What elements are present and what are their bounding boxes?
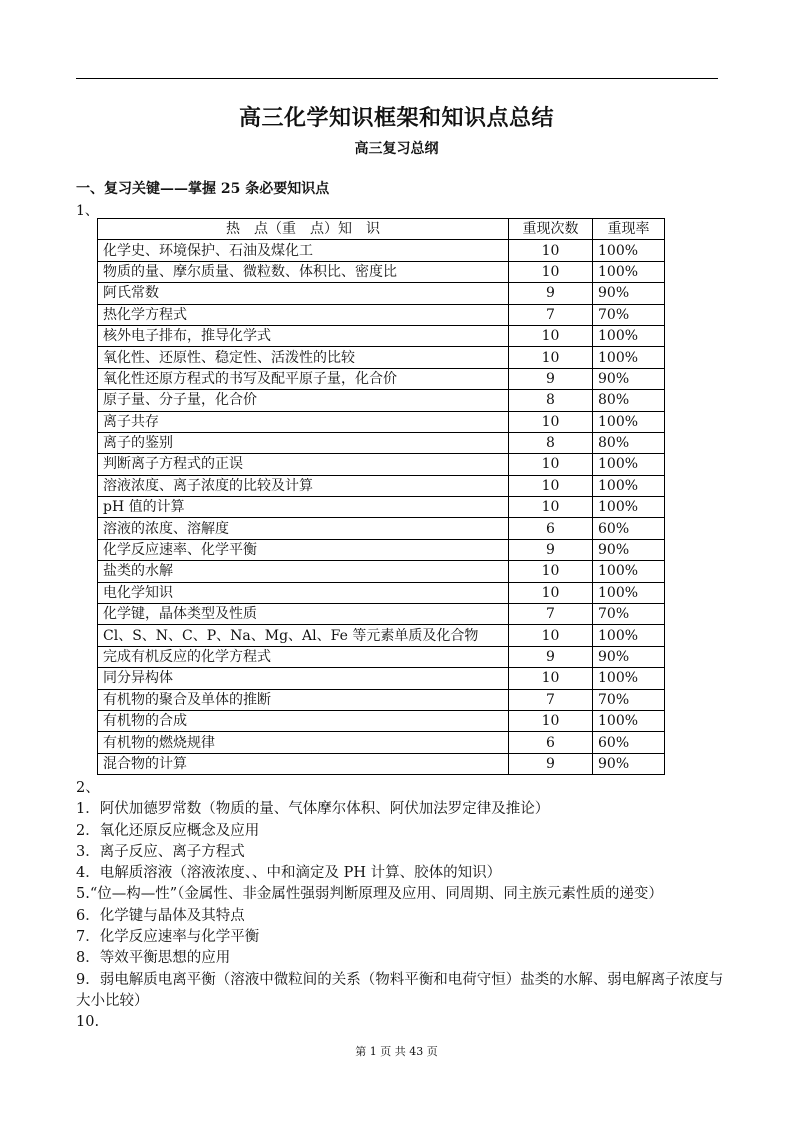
table-row: [98, 497, 665, 518]
cell-topic: 原子量、分子量，化合价: [98, 390, 509, 411]
cell-topic: 完成有机反应的化学方程式: [98, 646, 509, 667]
cell-rate: 60%: [593, 732, 665, 753]
cell-rate: 100%: [593, 668, 665, 689]
cell-rate: 90%: [593, 539, 665, 560]
header-rate: 重现率: [593, 219, 665, 240]
cell-count: 10: [509, 240, 593, 261]
cell-rate: 100%: [593, 497, 665, 518]
cell-topic: 溶液的浓度、溶解度: [98, 518, 509, 539]
cell-count: 10: [509, 261, 593, 282]
document-subtitle: 高三复习总纲: [354, 141, 439, 157]
cell-topic: 物质的量、摩尔质量、微粒数、体积比、密度比: [98, 261, 509, 282]
cell-rate: 100%: [593, 347, 665, 368]
section-heading-1: 一、复习关键——掌握 25 条必要知识点: [76, 181, 330, 197]
cell-topic: pH 值的计算: [98, 497, 509, 518]
table-row: [98, 518, 665, 539]
cell-count: 9: [509, 646, 593, 667]
cell-count: 10: [509, 710, 593, 731]
cell-rate: 70%: [593, 304, 665, 325]
cell-rate: 90%: [593, 368, 665, 389]
cell-count: 10: [509, 497, 593, 518]
cell-rate: 100%: [593, 261, 665, 282]
cell-count: 7: [509, 304, 593, 325]
table-row: [98, 283, 665, 304]
list-item: 9．弱电解质电离平衡（溶液中微粒间的关系（物料平衡和电荷守恒）盐类的水解、弱电解离子浓度与大小比较）: [76, 971, 724, 1009]
cell-count: 8: [509, 432, 593, 453]
cell-rate: 100%: [593, 582, 665, 603]
cell-topic: Cl、S、N、C、P、Na、Mg、Al、Fe 等元素单质及化合物: [98, 625, 509, 646]
cell-count: 10: [509, 668, 593, 689]
page-footer: 第 1 页 共 43 页: [355, 1045, 438, 1058]
list-item: 7．化学反应速率与化学平衡: [76, 929, 260, 946]
cell-count: 10: [509, 625, 593, 646]
table-row: [98, 390, 665, 411]
table-row: [98, 432, 665, 453]
section2-list: [76, 778, 724, 1034]
table-row: [98, 304, 665, 325]
table-row: [98, 561, 665, 582]
list-item: 3．离子反应、离子方程式: [76, 843, 245, 860]
cell-topic: 有机物的聚合及单体的推断: [98, 689, 509, 710]
cell-topic: 有机物的合成: [98, 710, 509, 731]
header-rule: [76, 78, 718, 79]
table-row: [98, 347, 665, 368]
table-row: [98, 454, 665, 475]
table-row: [98, 668, 665, 689]
cell-count: 9: [509, 283, 593, 304]
list-item: 4．电解质溶液（溶液浓度、、中和滴定及 PH 计算、胶体的知识）: [76, 865, 502, 882]
table-header-row: [98, 219, 665, 240]
cell-rate: 70%: [593, 604, 665, 625]
cell-topic: 混合物的计算: [98, 753, 509, 774]
cell-rate: 100%: [593, 325, 665, 346]
cell-topic: 盐类的水解: [98, 561, 509, 582]
table-row: [98, 368, 665, 389]
cell-count: 6: [509, 732, 593, 753]
table-row: [98, 753, 665, 774]
cell-count: 10: [509, 347, 593, 368]
cell-count: 7: [509, 604, 593, 625]
cell-count: 10: [509, 454, 593, 475]
cell-count: 10: [509, 582, 593, 603]
cell-topic: 氧化性还原方程式的书写及配平原子量，化合价: [98, 368, 509, 389]
cell-topic: 有机物的燃烧规律: [98, 732, 509, 753]
table-row: [98, 582, 665, 603]
cell-count: 10: [509, 561, 593, 582]
cell-rate: 100%: [593, 454, 665, 475]
cell-topic: 离子的鉴别: [98, 432, 509, 453]
table-row: [98, 539, 665, 560]
cell-rate: 60%: [593, 518, 665, 539]
cell-rate: 80%: [593, 432, 665, 453]
list-item: 2．氧化还原反应概念及应用: [76, 822, 260, 839]
cell-rate: 90%: [593, 283, 665, 304]
cell-rate: 100%: [593, 561, 665, 582]
table-row: [98, 604, 665, 625]
cell-topic: 离子共存: [98, 411, 509, 432]
table-row: [98, 411, 665, 432]
cell-topic: 热化学方程式: [98, 304, 509, 325]
table-row: [98, 261, 665, 282]
knowledge-points-table: [97, 218, 665, 775]
cell-rate: 90%: [593, 753, 665, 774]
cell-rate: 100%: [593, 710, 665, 731]
header-count: 重现次数: [509, 219, 593, 240]
cell-count: 9: [509, 368, 593, 389]
table-row: [98, 475, 665, 496]
table-row: [98, 732, 665, 753]
list-item: 1．阿伏加德罗常数（物质的量、气体摩尔体积、阿伏加法罗定律及推论）: [76, 801, 550, 818]
cell-rate: 100%: [593, 411, 665, 432]
header-topic: 热 点（重 点）知 识: [98, 219, 509, 240]
cell-topic: 溶液浓度、离子浓度的比较及计算: [98, 475, 509, 496]
list-item: 10.: [76, 1014, 100, 1031]
cell-count: 10: [509, 475, 593, 496]
cell-count: 9: [509, 753, 593, 774]
cell-count: 10: [509, 325, 593, 346]
cell-topic: 阿氏常数: [98, 283, 509, 304]
cell-topic: 判断离子方程式的正误: [98, 454, 509, 475]
table-row: [98, 689, 665, 710]
cell-topic: 核外电子排布，推导化学式: [98, 325, 509, 346]
cell-count: 10: [509, 411, 593, 432]
cell-rate: 100%: [593, 625, 665, 646]
cell-topic: 氧化性、还原性、稳定性、活泼性的比较: [98, 347, 509, 368]
cell-count: 7: [509, 689, 593, 710]
table-row: [98, 710, 665, 731]
cell-topic: 化学史、环境保护、石油及煤化工: [98, 240, 509, 261]
cell-rate: 100%: [593, 475, 665, 496]
section2-label: 2、: [76, 780, 100, 796]
table-row: [98, 325, 665, 346]
table-row: [98, 625, 665, 646]
cell-count: 9: [509, 539, 593, 560]
cell-topic: 化学反应速率、化学平衡: [98, 539, 509, 560]
cell-rate: 90%: [593, 646, 665, 667]
cell-count: 8: [509, 390, 593, 411]
cell-rate: 70%: [593, 689, 665, 710]
document-title: 高三化学知识框架和知识点总结: [238, 105, 554, 131]
cell-topic: 化学键，晶体类型及性质: [98, 604, 509, 625]
cell-topic: 同分异构体: [98, 668, 509, 689]
cell-rate: 80%: [593, 390, 665, 411]
list-item: 5.“位—构—性”（金属性、非金属性强弱判断原理及应用、同周期、同主族元素性质的递变）: [76, 886, 663, 903]
cell-topic: 电化学知识: [98, 582, 509, 603]
list-item: 8．等效平衡思想的应用: [76, 950, 231, 967]
list-item: 6．化学键与晶体及其特点: [76, 907, 245, 924]
cell-count: 6: [509, 518, 593, 539]
cell-rate: 100%: [593, 240, 665, 261]
table-row: [98, 240, 665, 261]
section1-label: 1、: [76, 203, 99, 219]
table-row: [98, 646, 665, 667]
